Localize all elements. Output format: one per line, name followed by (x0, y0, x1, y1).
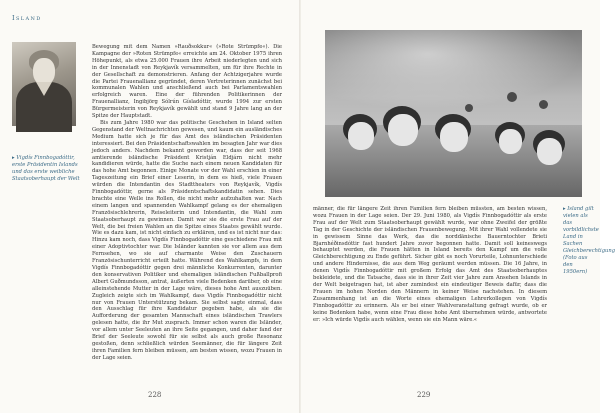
portrait-photo (12, 42, 76, 126)
photo-caption: ▸ Island gilt vielen als das vorbildlichste Land in Sachen Gleichberechtigung (Foto aus den 1950ern) (563, 206, 615, 275)
far-bather (539, 100, 548, 109)
paragraph: Bewegung mit dem Namen »Rauðsokkur« (»Rote Strümpfe«). Die Kampagne der »Roten Strümpfe« erreichte am 24. Oktober 1975 ihren Höhepunkt, als etwa 25.000 Frauen ihre Arbeit niederlegten und sich in der Innenstadt von Reykjavík versammelten, um für ihre Rechte in der Gesellschaft zu demonstrieren. Anfang der Achtzigerjahre wurde die Partei Frauenallianz gegründet, deren Vertreterinnen zunächst bei kommunalen Wahlen und anschließend auch bei Parlamentswahlen erfolgreich waren. Eine der führenden Politikerinnen der Frauenallianz, Ingibjörg Sólrún Gísladóttir, wurde 1994 zur ersten Bürgermeisterin von Reykjavík gewählt und stand 9 Jahre lang an der Spitze der Hauptstadt. (92, 44, 282, 120)
right-page (301, 0, 615, 413)
left-page (0, 0, 299, 413)
paragraph: männer, die für längere Zeit ihren Familien fern bleiben müssten, am besten wissen, wozu Frauen in der Lage seien. Der 29. Juni 1980, als Vigdís Finnbogadóttir als erste Frau auf der Welt zum Staatsoberhaupt gewählt wurde, war ohne Zweifel der größte Tag in der Geschichte der isländischen Frauenbewegung. Mit ihrer Wahl vollendete sie in gewissem Sinne das Werk, das die norddänische Bauerntochter Brieti Bjarnhéðinsdóttir fast hundert Jahre zuvor begonnen hatte. Damit soll keineswegs behauptet werden, die Frauen hätten in Island bereits den Kampf um die volle Gleichberechtigung zu Ende geführt. Sicher gibt es noch Vorurteile, Lohnunterschiede und andere Hindernisse, die aus dem Weg geräumt werden müssen. Die 16 Jahre, in denen Vigdís Finnbogadóttir mit großem Erfolg das Amt des Staatsoberhauptes bekleidete, und die Tatsache, dass sie in ihrer Zeit vier Jahre zum Ansehen Islands in der Welt beigetragen hat, ist aber zumindest ein eindeutiger Beweis dafür, dass die Frauen im hohen Norden den Männern in keiner Weise nachstehen. In diesem Zusammenhang ist an die Worte eines ehemaligen Lehrerkollegen von Vigdís Finnbogadóttir zu erinnern. Als er bei einer Wahlveranstaltung gefragt wurde, ob er keine Bedenken habe, wenn eine Frau diese hohe Amt übernehmen würde, antwortete er: »Ich würde Vigdís auch wählen, wenn sie ein Mann wäre.« (313, 206, 547, 323)
page-number-right: 229 (417, 391, 431, 399)
far-bather (507, 92, 517, 102)
bathing-women-photo (325, 30, 582, 197)
bather-face (348, 122, 374, 150)
far-bather (465, 104, 473, 112)
bather-face (537, 138, 562, 165)
bather-face (388, 114, 418, 146)
portrait-face (33, 58, 55, 85)
page-number-left: 228 (148, 391, 162, 399)
running-head: Island (12, 14, 42, 22)
right-body-text (313, 206, 547, 323)
paragraph: Bis zum Jahre 1980 war das politische Geschehen in Island selten Gegenstand der Weltnachrichten gewesen, und kaum ein ausländisches Medium hatte sich je für das Amt des isländischen Präsidenten interessiert. Bei den Präsidentschaftswahlen im besagten Jahr war dies jedoch anders. Nachdem bekannt geworden war, dass der seit 1968 amtierende isländische Präsident Kristján Eldjárn nicht mehr kandidieren würde, hatte die Suche nach einem neuen Kandidaten für das hohe Amt begonnen. Einige Monate vor der Wahl erschien in einer Tageszeitung ein Brief einer Leserin, in dem es hieß, viele Frauen würden die Intendantin des Stadttheaters von Reykjavík, Vigdís Finnbogadóttir, gerne als Präsidentschaftskandidatin sehen. Dies brachte eine Welle ins Rollen, die nicht mehr aufzuhalten war. Nach einem langen und spannenden Wahlkampf gelang es der ehemaligen Französischlehrerin, Reiseleiterin und Intendantin, die Wahl zum Staatsoberhaupt zu gewinnen. Damit war sie die erste Frau auf der Welt, die bei freien Wahlen an die Spitze eines Staates gewählt wurde. Wie es dazu kam, ist nicht einfach zu erklären, und es ist nicht nur das: Hinzu kam noch, dass Vigdís Finnbogadóttir eine geschiedene Frau mit einer Adoptivtochter war. Die Isländer kannten sie vor allem aus dem Fernsehen, wo sie auf charmante Weise den Zuschauern Französischunterricht erteilt hatte. Während des Wahlkampfs, in dem Vigdís Finnbogadóttir gegen drei männliche Konkurrenten, darunter den konservativen Politiker und ehemaligen isländischen Fußballprofi Albert Guðmundsson, antrat, äußerten viele Bedenken darüber, ob eine alleinstehende Mutter in der Lage wäre, dieses hohe Amt auszuüben. Zugleich zeigte sich im Wahlkampf, dass Vigdís Finnbogadóttir nicht nur von Frauen Unterstützung bekam. Sie selbst sagte einmal, dass den Ausschlag für ihre Kandidatur gegeben habe, als sie die Aufforderung der gesamten Mannschaft eines isländischen Trawlers gelesen hatte, die ihr Mut zusprach. Immer schon waren die Isländer, vor allem unter Seeleuten an ihre Seite gegangen, und daher fand der Brief der Seeleute sowohl für sie selbst als auch große Resonanz gestoßen, denn schließlich würden Seemänner, die für längere Zeit ihren Familien fern bleiben müssen, am besten wissen, wozu Frauen in der Lage seien. (92, 119, 282, 361)
steam (325, 30, 582, 110)
bather-face (499, 129, 522, 154)
bather-face (440, 122, 468, 152)
left-body-text (92, 44, 282, 362)
portrait-caption: ▸ Vigdís Finnbogadóttir, erste Präsidentin Islands und das erste weibliche Staatsoberhaupt der Welt (12, 155, 80, 182)
